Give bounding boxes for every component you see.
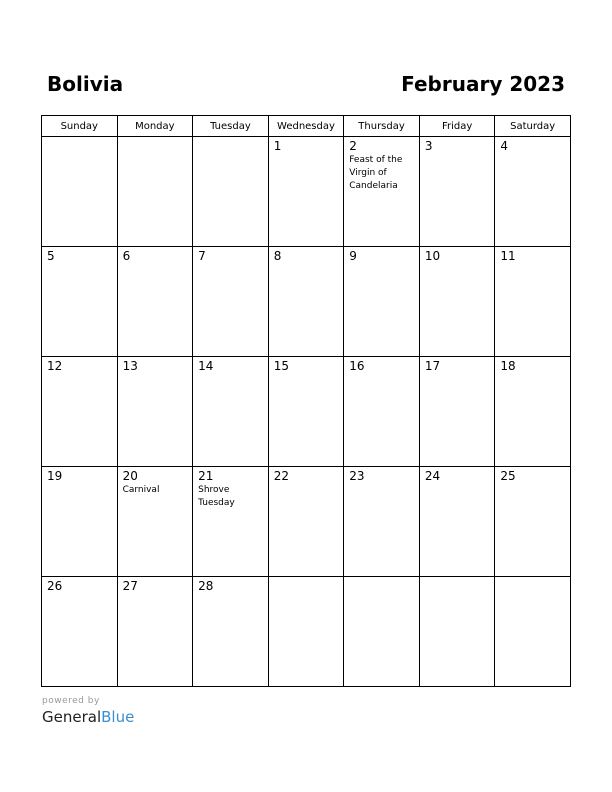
day-number: 6 <box>122 249 131 263</box>
day-cell <box>42 357 118 467</box>
day-cell <box>117 467 193 577</box>
day-number: 7 <box>198 249 206 263</box>
brand-general: General <box>42 708 102 726</box>
day-number: 28 <box>198 579 214 593</box>
country-title: Bolivia <box>47 72 124 96</box>
day-cell <box>419 577 495 687</box>
day-cell <box>344 247 420 357</box>
day-cell <box>117 137 193 247</box>
day-number: 14 <box>198 359 214 373</box>
calendar-grid <box>41 115 571 687</box>
day-number: 27 <box>122 579 138 593</box>
day-number: 11 <box>500 249 516 263</box>
day-number: 17 <box>424 359 441 373</box>
day-number: 3 <box>424 139 433 153</box>
day-number: 4 <box>500 139 509 153</box>
weekday-header: Thursday <box>344 116 420 137</box>
day-number: 2 <box>349 139 357 153</box>
day-cell <box>193 577 269 687</box>
brand-blue: Blue <box>101 708 135 726</box>
day-cell <box>419 467 495 577</box>
day-number: 15 <box>273 359 289 373</box>
day-cell <box>42 247 118 357</box>
holiday-label: Shrove Tuesday <box>198 485 235 508</box>
weekday-header-row <box>42 116 571 137</box>
holiday-label: Feast of the Virgin of Candelaria <box>349 155 403 191</box>
day-cell <box>193 357 269 467</box>
day-number: 9 <box>349 249 357 263</box>
week-row <box>42 577 571 687</box>
powered-by-text: powered by <box>42 696 100 706</box>
day-number: 10 <box>424 249 441 263</box>
weekday-header: Tuesday <box>193 116 269 137</box>
day-cell <box>419 247 495 357</box>
day-number: 20 <box>122 469 138 483</box>
week-row <box>42 467 571 577</box>
weekday-header: Friday <box>419 116 495 137</box>
day-cell <box>42 467 118 577</box>
day-number: 19 <box>47 469 63 483</box>
day-cell <box>42 137 118 247</box>
day-number: 25 <box>500 469 516 483</box>
day-number: 5 <box>47 249 55 263</box>
weekday-header: Sunday <box>42 116 118 137</box>
day-number: 1 <box>273 139 282 153</box>
day-cell <box>419 137 495 247</box>
day-cell <box>42 577 118 687</box>
day-cell <box>117 357 193 467</box>
day-number: 22 <box>273 469 289 483</box>
holiday-label: Carnival <box>122 485 160 495</box>
day-number: 8 <box>273 249 282 263</box>
weekday-header: Saturday <box>495 116 571 137</box>
day-cell <box>117 577 193 687</box>
day-cell <box>495 467 571 577</box>
day-cell <box>495 577 571 687</box>
day-cell <box>495 247 571 357</box>
day-cell <box>268 467 344 577</box>
day-cell <box>268 137 344 247</box>
week-row <box>42 247 571 357</box>
day-number: 21 <box>198 469 214 483</box>
week-row <box>42 137 571 247</box>
day-cell <box>495 357 571 467</box>
weekday-header: Monday <box>117 116 193 137</box>
weekday-header: Wednesday <box>268 116 344 137</box>
day-number: 26 <box>47 579 63 593</box>
footer <box>42 696 134 727</box>
day-number: 24 <box>424 469 441 483</box>
day-cell <box>344 467 420 577</box>
day-number: 23 <box>349 469 365 483</box>
day-number: 13 <box>122 359 138 373</box>
day-cell <box>268 577 344 687</box>
day-number: 18 <box>500 359 516 373</box>
day-cell <box>419 357 495 467</box>
day-cell <box>193 137 269 247</box>
day-number: 12 <box>47 359 63 373</box>
day-cell <box>193 467 269 577</box>
day-cell <box>344 137 420 247</box>
week-row <box>42 357 571 467</box>
day-cell <box>344 357 420 467</box>
generalblue-logo[interactable] <box>42 707 134 727</box>
day-cell <box>495 137 571 247</box>
day-cell <box>268 357 344 467</box>
day-cell <box>193 247 269 357</box>
month-year-title: February 2023 <box>401 72 565 96</box>
day-cell <box>268 247 344 357</box>
day-cell <box>344 577 420 687</box>
day-cell <box>117 247 193 357</box>
day-number: 16 <box>349 359 365 373</box>
